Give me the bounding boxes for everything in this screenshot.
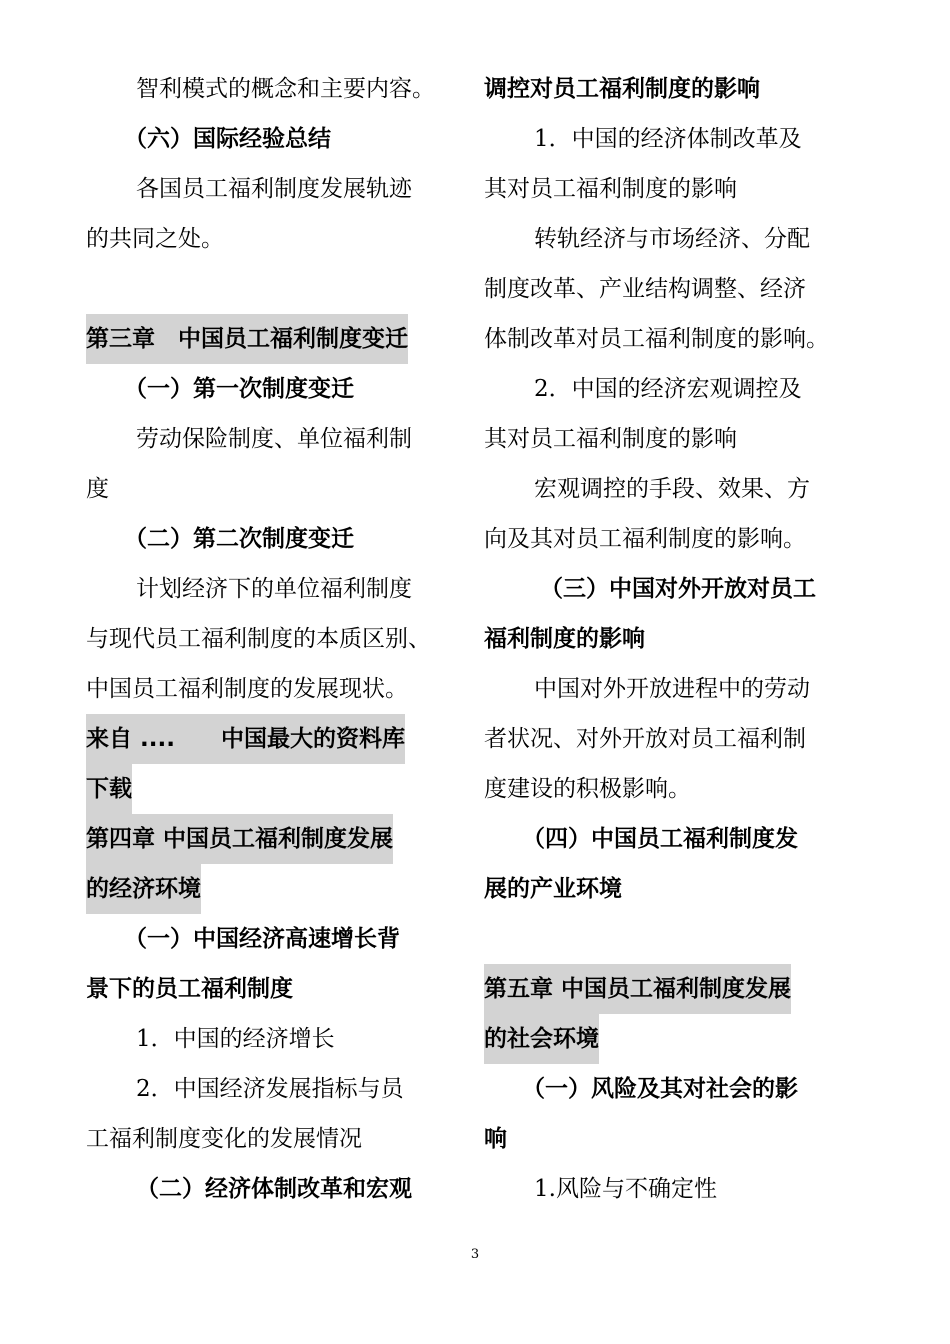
text-line bbox=[484, 164, 864, 214]
line-text: 的经济环境 bbox=[86, 864, 201, 914]
line-text: （六）国际经验总结 bbox=[124, 126, 331, 152]
text-line bbox=[484, 664, 864, 714]
text-line bbox=[86, 564, 456, 614]
blank-line bbox=[86, 264, 456, 314]
line-text: 劳动保险制度、单位福利制 bbox=[136, 426, 412, 452]
chapter-heading-line bbox=[86, 314, 456, 364]
text-line bbox=[86, 1014, 456, 1064]
line-text: 下载 bbox=[86, 764, 132, 814]
line-text: 度建设的积极影响。 bbox=[484, 776, 691, 802]
text-line bbox=[484, 464, 864, 514]
section-heading-line bbox=[484, 1114, 864, 1164]
text-line bbox=[86, 464, 456, 514]
line-text: 景下的员工福利制度 bbox=[86, 976, 293, 1002]
text-line bbox=[484, 714, 864, 764]
section-heading-line bbox=[86, 1164, 456, 1214]
text-line bbox=[484, 1164, 864, 1214]
page-number: 3 bbox=[470, 1247, 480, 1262]
text-line bbox=[86, 1064, 456, 1114]
text-line bbox=[484, 214, 864, 264]
line-text: 的共同之处。 bbox=[86, 226, 224, 252]
line-text: （一）第一次制度变迁 bbox=[124, 376, 354, 402]
text-line bbox=[484, 114, 864, 164]
line-text: 计划经济下的单位福利制度 bbox=[136, 576, 412, 602]
section-heading-line bbox=[484, 64, 864, 114]
line-text: 调控对员工福利制度的影响 bbox=[484, 76, 760, 102]
text-line bbox=[86, 614, 456, 664]
text-line bbox=[484, 364, 864, 414]
text-line bbox=[86, 64, 456, 114]
line-text: 宏观调控的手段、效果、方 bbox=[534, 476, 810, 502]
text-line bbox=[86, 1114, 456, 1164]
line-text: （一）风险及其对社会的影 bbox=[522, 1076, 798, 1102]
line-text: 来自 .... 中国最大的资料库 bbox=[86, 714, 405, 764]
text-line bbox=[484, 264, 864, 314]
section-heading-line bbox=[484, 864, 864, 914]
text-line bbox=[86, 214, 456, 264]
line-text: 中国对外开放进程中的劳动 bbox=[534, 676, 810, 702]
text-line bbox=[86, 414, 456, 464]
text-line bbox=[484, 514, 864, 564]
left-column bbox=[86, 64, 456, 1214]
section-heading-line bbox=[86, 964, 456, 1014]
section-heading-line bbox=[86, 114, 456, 164]
text-line bbox=[86, 164, 456, 214]
chapter-heading-line bbox=[86, 864, 456, 914]
chapter-heading-line bbox=[484, 964, 864, 1014]
line-text: 制度改革、产业结构调整、经济 bbox=[484, 276, 806, 302]
line-text: 福利制度的影响 bbox=[484, 626, 645, 652]
line-text: 2．中国的经济宏观调控及 bbox=[534, 376, 802, 402]
line-text: 展的产业环境 bbox=[484, 876, 622, 902]
line-text: 1.风险与不确定性 bbox=[534, 1176, 717, 1202]
line-text: （三）中国对外开放对员工 bbox=[540, 576, 816, 602]
blank-line bbox=[484, 914, 864, 964]
chapter-heading-line bbox=[484, 1014, 864, 1064]
line-text: 第四章 中国员工福利制度发展 bbox=[86, 814, 393, 864]
text-line bbox=[86, 664, 456, 714]
section-heading-line bbox=[484, 564, 864, 614]
right-column bbox=[484, 64, 864, 1214]
line-text: 向及其对员工福利制度的影响。 bbox=[484, 526, 806, 552]
section-heading-line bbox=[484, 814, 864, 864]
line-text: 者状况、对外开放对员工福利制 bbox=[484, 726, 806, 752]
section-heading-line bbox=[484, 1064, 864, 1114]
section-heading-line bbox=[86, 514, 456, 564]
text-line bbox=[484, 414, 864, 464]
line-text: 与现代员工福利制度的本质区别、 bbox=[86, 626, 431, 652]
line-text: 度 bbox=[86, 476, 109, 502]
line-text: 工福利制度变化的发展情况 bbox=[86, 1126, 362, 1152]
line-text: （一）中国经济高速增长背 bbox=[124, 926, 400, 952]
line-text: 1．中国的经济增长 bbox=[136, 1026, 335, 1052]
line-text: 第五章 中国员工福利制度发展 bbox=[484, 964, 791, 1014]
line-text: 其对员工福利制度的影响 bbox=[484, 176, 737, 202]
line-text: 2．中国经济发展指标与员 bbox=[136, 1076, 404, 1102]
line-text: （四）中国员工福利制度发 bbox=[522, 826, 798, 852]
section-heading-line bbox=[86, 364, 456, 414]
chapter-heading-line bbox=[86, 814, 456, 864]
line-text: 中国员工福利制度的发展现状。 bbox=[86, 676, 408, 702]
line-text: 其对员工福利制度的影响 bbox=[484, 426, 737, 452]
chapter-heading-line bbox=[86, 764, 456, 814]
line-text: 的社会环境 bbox=[484, 1014, 599, 1064]
text-line bbox=[484, 764, 864, 814]
line-text: 响 bbox=[484, 1126, 507, 1152]
section-heading-line bbox=[86, 914, 456, 964]
line-text: 各国员工福利制度发展轨迹 bbox=[136, 176, 412, 202]
line-text: （二）第二次制度变迁 bbox=[124, 526, 354, 552]
text-line bbox=[484, 314, 864, 364]
line-text: 智利模式的概念和主要内容。 bbox=[136, 76, 435, 102]
chapter-heading-line bbox=[86, 714, 456, 764]
line-text: 第三章 中国员工福利制度变迁 bbox=[86, 314, 408, 364]
line-text: 1．中国的经济体制改革及 bbox=[534, 126, 802, 152]
line-text: 体制改革对员工福利制度的影响。 bbox=[484, 326, 829, 352]
line-text: 转轨经济与市场经济、分配 bbox=[534, 226, 810, 252]
section-heading-line bbox=[484, 614, 864, 664]
line-text: （二）经济体制改革和宏观 bbox=[136, 1176, 412, 1202]
